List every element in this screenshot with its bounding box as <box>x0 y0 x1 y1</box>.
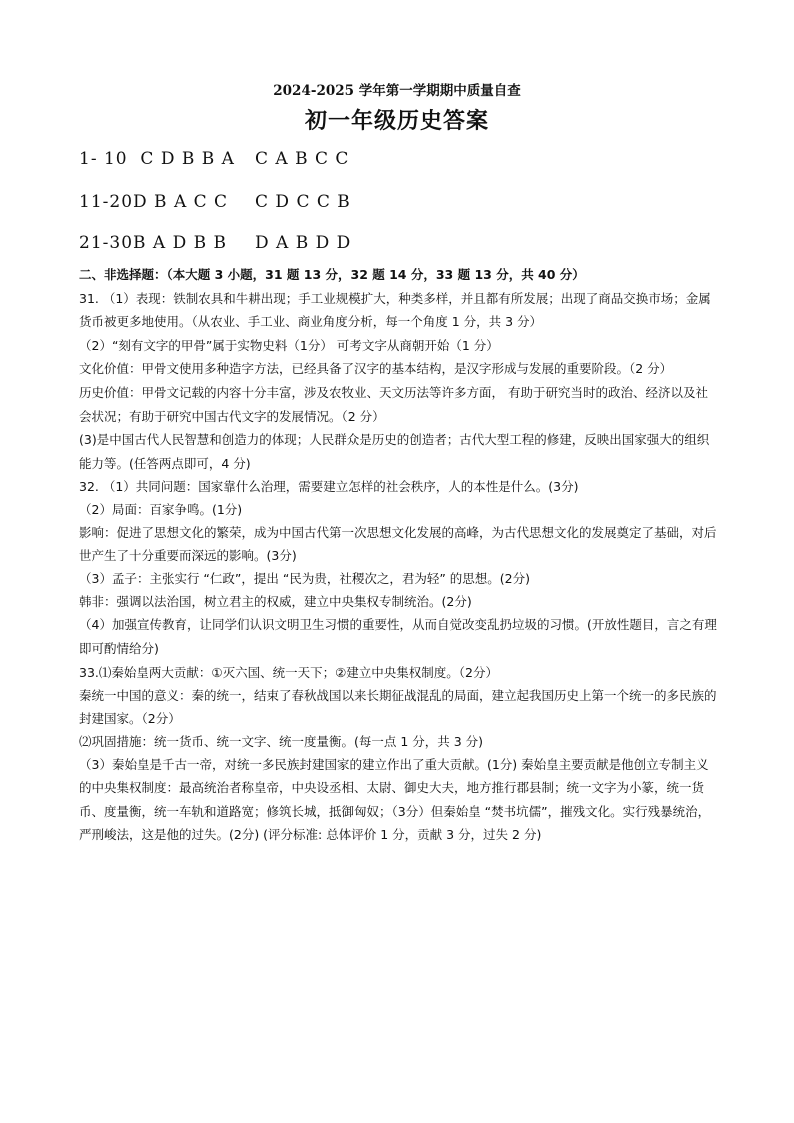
answer-range: 21-30 <box>79 233 134 253</box>
answer-range: 1- 10 <box>79 149 128 169</box>
answer-group-1: C D B B A <box>140 149 235 169</box>
choice-answer-row <box>79 192 351 212</box>
answer-paragraph: 秦统一中国的意义：秦的统一，结束了春秋战国以来长期征战混乱的局面，建立起我国历史上第一个统一的多民族的封建国家。（2分） <box>79 687 717 726</box>
page-title: 初一年级历史答案 <box>304 108 489 134</box>
answer-paragraph: 33.⑴秦始皇两大贡献：①灭六国、统一天下；②建立中央集权制度。（2分） <box>79 664 498 680</box>
answer-paragraph: （3）孟子：主张实行 “仁政”，提出 “民为贵，社稷次之，君为轻” 的思想。(2分) <box>79 571 530 587</box>
answer-paragraph: 31. （1）表现：铁制农具和牛耕出现；手工业规模扩大，种类多样，并且都有所发展；出现了商品交换市场；金属货币被更多地使用。（从农业、手工业、商业角度分析，每一个角度 1 分，共 3 分） <box>79 290 711 330</box>
answer-paragraph: 韩非：强调以法治国，树立君主的权威，建立中央集权专制统治。(2分) <box>79 594 472 610</box>
answer-group-2: C D C C B <box>255 192 351 212</box>
answer-paragraph: 历史价值：甲骨文记载的内容十分丰富，涉及农牧业、天文历法等许多方面， 有助于研究当时的政治、经济以及社会状况；有助于研究中国古代文字的发展情况。（2 分） <box>79 384 708 424</box>
answer-paragraph: ⑵巩固措施：统一货币、统一文字、统一度量衡。(每一点 1 分，共 3 分) <box>79 733 484 749</box>
choice-answer-row <box>79 149 350 169</box>
answer-paragraph: 影响：促进了思想文化的繁荣，成为中国古代第一次思想文化发展的高峰，为古代思想文化的发展奠定了基础，对后世产生了十分重要而深远的影响。(3分) <box>79 525 717 564</box>
answer-group-1: D B A C C <box>133 192 229 212</box>
answer-body <box>79 263 719 847</box>
choice-answer-row <box>79 233 352 253</box>
section-heading: 二、非选择题：（本大题 3 小题，31 题 13 分，32 题 14 分，33 题 13 分，共 40 分） <box>79 267 585 282</box>
answer-group-2: C A B C C <box>255 149 350 169</box>
answer-group-2: D A B D D <box>255 233 352 253</box>
answer-paragraph: （2）局面：百家争鸣。(1分) <box>79 502 243 518</box>
exam-subtitle: 2024-2025 学年第一学期期中质量自查 <box>273 83 521 99</box>
answer-paragraph: 32. （1）共同问题：国家靠什么治理，需要建立怎样的社会秩序，人的本性是什么。(3分) <box>79 479 579 495</box>
answer-group-1: B A D B B <box>133 233 228 253</box>
answer-range: 11-20 <box>79 192 134 212</box>
answer-paragraph: 文化价值：甲骨文使用多种造字方法，已经具备了汉字的基本结构，是汉字形成与发展的重要阶段。（2 分） <box>79 361 673 377</box>
answer-paragraph: （3）秦始皇是千古一帝，对统一多民族封建国家的建立作出了重大贡献。(1分) 秦始皇主要贡献是他创立专制主义的中央集权制度：最高统治者称皇帝，中央设丞相、太尉、御史大夫，地方推行郡县制；统一文字为小篆，统一货币、度量衡，统一车轨和道路宽；修筑长城，抵御匈奴；（3分）但秦始皇 “焚书坑儒”，摧残文化。实行残暴统治，严刑峻法，这是他的过失。(2分) (评分标准: 总体评价 1 分，贡献 3 分，过失 2 分) <box>79 756 711 843</box>
answer-paragraph: （4）加强宣传教育，让同学们认识文明卫生习惯的重要性，从而自觉改变乱扔垃圾的习惯。(开放性题目，言之有理即可酌情给分) <box>79 617 717 656</box>
answer-paragraph: (3)是中国古代人民智慧和创造力的体现；人民群众是历史的创造者；古代大型工程的修建，反映出国家强大的组织能力等。(任答两点即可，4 分) <box>79 432 710 471</box>
answer-paragraph: （2）“刻有文字的甲骨”属于实物史料（1分） 可考文字从商朝开始（1 分） <box>79 337 499 353</box>
